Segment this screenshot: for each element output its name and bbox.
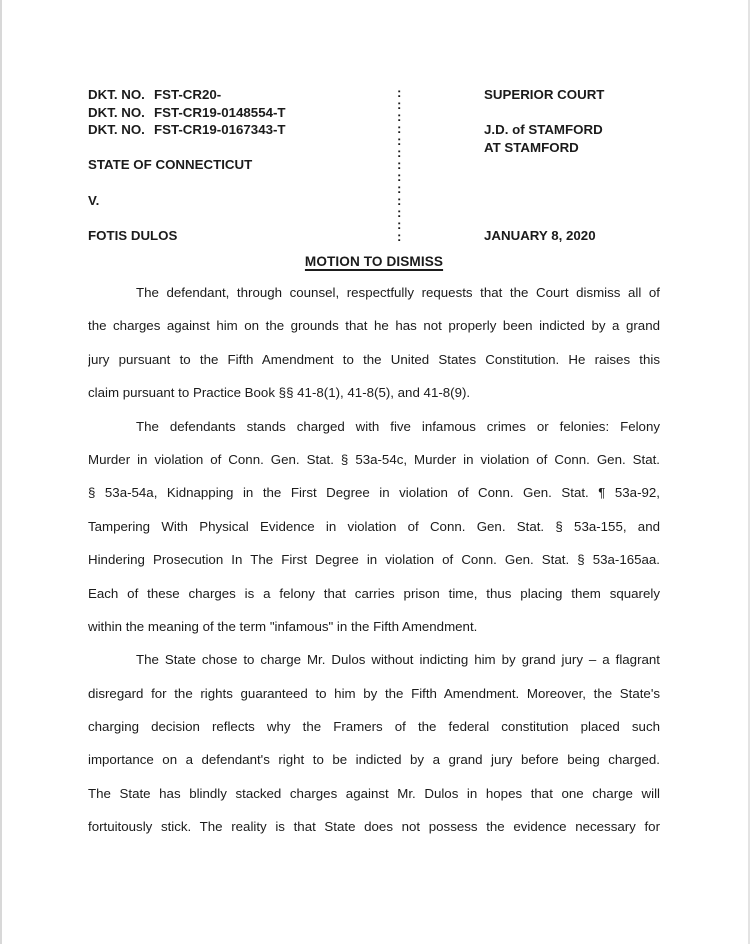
caption-colon: : (397, 157, 402, 172)
docket-label: FOTIS DULOS (88, 227, 178, 243)
caption-colon: : (397, 217, 402, 232)
caption-colon: : (397, 133, 402, 148)
caption-right-text: J.D. of STAMFORD (484, 122, 603, 138)
docket-label: DKT. NO. (88, 104, 145, 120)
caption-right-text: AT STAMFORD (484, 139, 579, 155)
caption-colon: : (397, 97, 402, 112)
title-row (88, 253, 660, 271)
caption-left-cell (88, 121, 397, 139)
text-line: charging decision reflects why the Framers of the federal constitution placed such (88, 719, 660, 735)
caption-colon-column (397, 87, 401, 243)
caption-colon: : (397, 109, 402, 124)
caption-colon: : (397, 193, 402, 208)
caption-left-cell (88, 209, 397, 227)
caption-row (88, 192, 660, 210)
caption-left-cell (88, 174, 397, 192)
docket-label (88, 139, 154, 157)
text-line: within the meaning of the term "infamous" in the Fifth Amendment. (88, 618, 478, 634)
paragraph-2 (88, 410, 660, 644)
docket-number: FST-CR19-0148554-T (154, 104, 286, 120)
docket-label (88, 209, 154, 227)
caption-colon: : (397, 169, 402, 184)
caption-row (88, 174, 660, 192)
caption-row (88, 227, 660, 245)
text-line: Tampering With Physical Evidence in violation of Conn. Gen. Stat. § 53a-155, and (88, 518, 660, 534)
docket-label: DKT. NO. (88, 87, 145, 102)
caption-colon: : (397, 145, 402, 160)
caption-left-cell (88, 104, 397, 122)
text-line: claim pursuant to Practice Book §§ 41-8(1), 41-8(5), and 41-8(9). (88, 385, 471, 401)
text-line: Hindering Prosecution In The First Degree in violation of Conn. Gen. Stat. § 53a-165aa. (88, 552, 660, 568)
caption-left-cell (88, 227, 397, 245)
text-line: The State has blindly stacked charges against Mr. Dulos in hopes that one charge will (88, 785, 660, 801)
docket-number: FST-CR20- (154, 87, 222, 102)
caption-colon: : (397, 229, 402, 244)
text-line: the charges against him on the grounds that he has not properly been indicted by a grand (88, 318, 660, 334)
caption-row (88, 156, 660, 174)
docket-label: DKT. NO. (88, 122, 145, 138)
motion-body (88, 276, 660, 844)
caption-left-cell (88, 192, 397, 210)
text-line: Murder in violation of Conn. Gen. Stat. § 53a-54c, Murder in violation of Conn. Gen. Stat. (88, 451, 660, 467)
text-line: disregard for the rights guaranteed to him by the Fifth Amendment. Moreover, the State's (88, 685, 660, 701)
docket-label (88, 174, 154, 192)
caption-row (88, 139, 660, 160)
paragraph-1 (88, 276, 660, 410)
text-line: importance on a defendant's right to be indicted by a grand jury before being charged. (88, 752, 660, 768)
caption-row (88, 121, 660, 139)
caption-left-cell (88, 139, 397, 157)
caption-left-cell (88, 156, 397, 174)
caption-row (88, 205, 660, 227)
caption-row (88, 86, 660, 104)
caption-left-cell (88, 86, 397, 104)
caption-row (88, 104, 660, 122)
caption-colon: : (397, 181, 402, 196)
motion-title: MOTION TO DISMISS (304, 254, 444, 269)
docket-label: STATE OF CONNECTICUT (88, 157, 253, 173)
text-line: jury pursuant to the Fifth Amendment to the United States Constitution. He raises this (88, 351, 660, 367)
text-line: The State chose to charge Mr. Dulos without indicting him by grand jury – a flagrant (136, 652, 660, 668)
case-caption (88, 86, 660, 244)
caption-colon: : (397, 205, 402, 220)
caption-colon: : (397, 121, 402, 136)
caption-rows (88, 86, 660, 244)
caption-right-text: SUPERIOR COURT (484, 87, 605, 102)
text-line: The defendants stands charged with five infamous crimes or felonies: Felony (136, 418, 660, 434)
text-line: The defendant, through counsel, respectfully requests that the Court dismiss all of (136, 285, 660, 300)
docket-number: FST-CR19-0167343-T (154, 122, 286, 138)
docket-label: V. (88, 192, 100, 208)
text-line: fortuitously stick. The reality is that State does not possess the evidence necessary for (88, 819, 660, 835)
caption-colon: : (397, 85, 402, 100)
paragraph-3 (88, 643, 660, 843)
text-line: § 53a-54a, Kidnapping in the First Degree in violation of Conn. Gen. Stat. ¶ 53a-92, (88, 485, 660, 501)
text-line: Each of these charges is a felony that carries prison time, thus placing them squarely (88, 585, 660, 601)
caption-right-text: JANUARY 8, 2020 (484, 227, 596, 243)
